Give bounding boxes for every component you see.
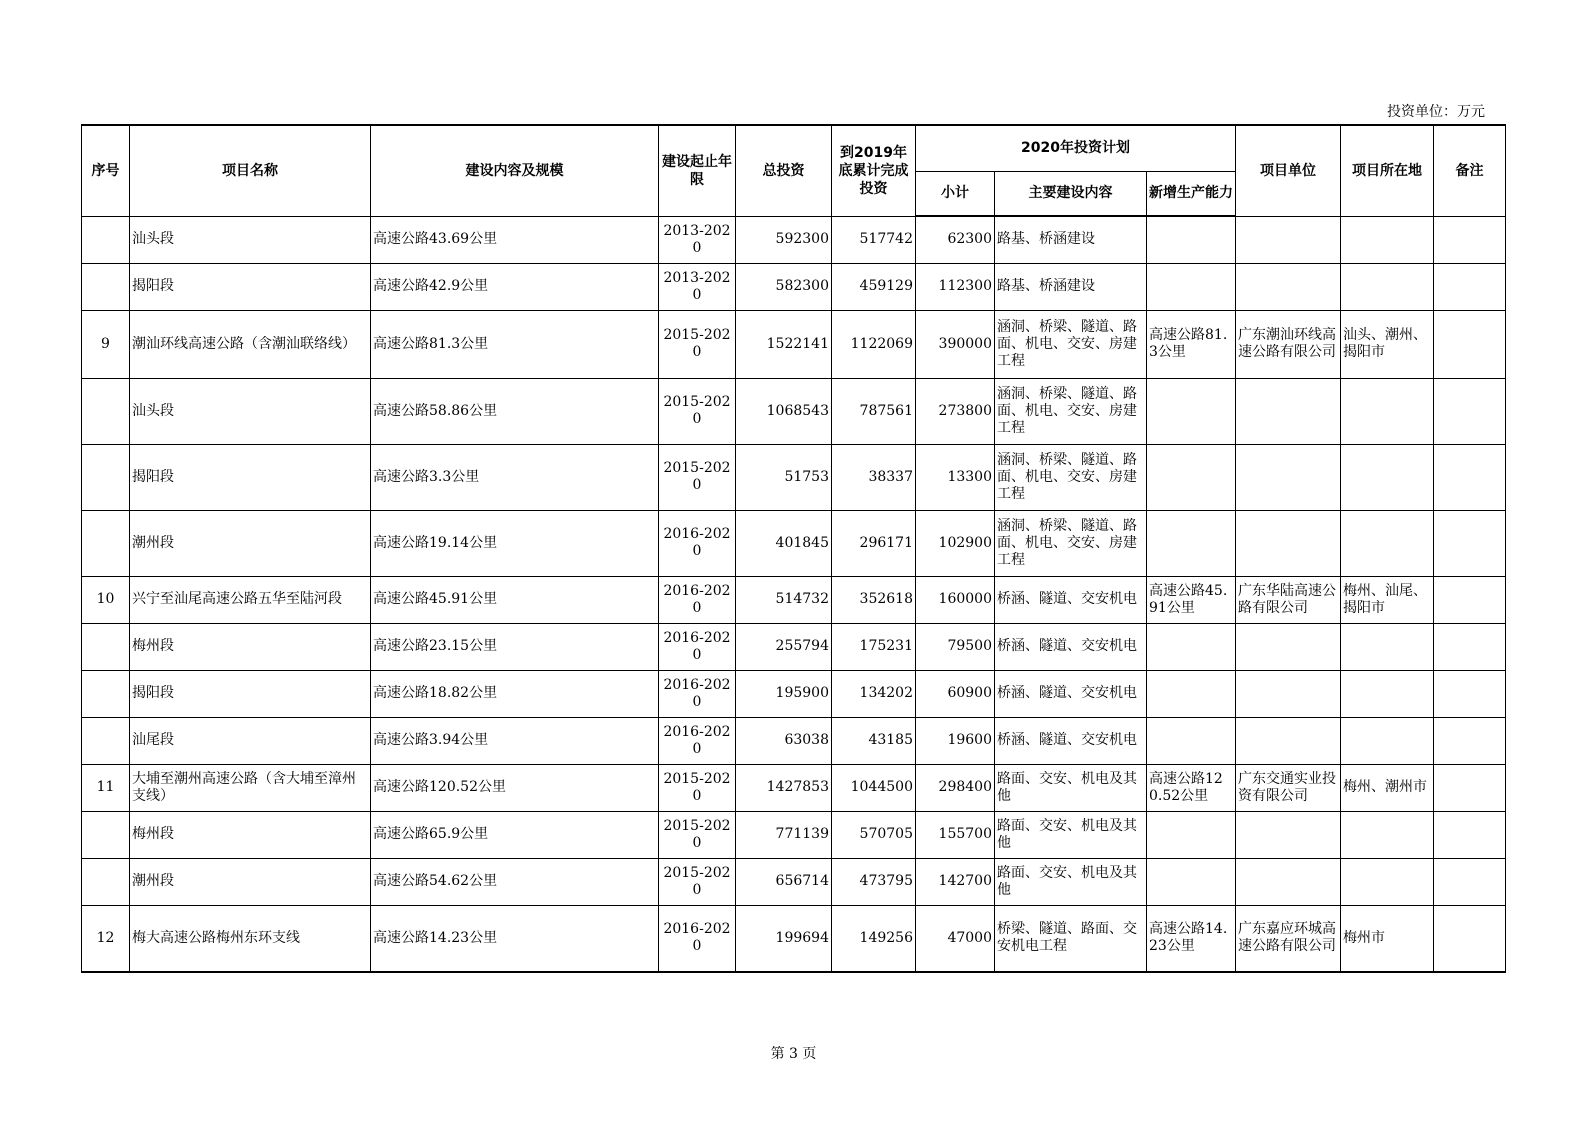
table-row: [82, 510, 1506, 576]
row-remark: [1434, 310, 1506, 378]
row-cumulative: 352618: [832, 576, 916, 623]
table-row: [82, 576, 1506, 623]
row-project-unit: [1236, 444, 1341, 510]
row-cumulative: 38337: [832, 444, 916, 510]
row-content-scale: 高速公路18.82公里: [371, 670, 659, 717]
row-cumulative: 517742: [832, 216, 916, 263]
row-main-content: 路基、桥涵建设: [995, 216, 1147, 263]
table-body: [82, 216, 1506, 972]
investment-plan-table: [81, 124, 1506, 973]
row-seq: [82, 216, 130, 263]
row-main-content: 桥涵、隧道、交安机电: [995, 670, 1147, 717]
row-new-capacity: [1147, 378, 1236, 444]
row-location: [1341, 444, 1434, 510]
row-cumulative: 43185: [832, 717, 916, 764]
row-main-content: 涵洞、桥梁、隧道、路面、机电、交安、房建工程: [995, 378, 1147, 444]
row-project-name: 汕头段: [130, 216, 371, 263]
row-years: 2016-2020: [659, 905, 736, 972]
row-location: 梅州、潮州市: [1341, 764, 1434, 811]
row-content-scale: 高速公路14.23公里: [371, 905, 659, 972]
row-subtotal: 112300: [916, 263, 995, 310]
row-cumulative: 787561: [832, 378, 916, 444]
row-seq: [82, 670, 130, 717]
header-main-content: 主要建设内容: [995, 171, 1147, 216]
row-seq: 11: [82, 764, 130, 811]
header-cumulative-2019: 到2019年底累计完成投资: [832, 125, 916, 216]
row-location: [1341, 623, 1434, 670]
row-seq: [82, 263, 130, 310]
table-row: [82, 905, 1506, 972]
row-total-investment: 51753: [736, 444, 832, 510]
row-total-investment: 1427853: [736, 764, 832, 811]
row-content-scale: 高速公路65.9公里: [371, 811, 659, 858]
row-project-unit: [1236, 510, 1341, 576]
row-content-scale: 高速公路19.14公里: [371, 510, 659, 576]
row-content-scale: 高速公路54.62公里: [371, 858, 659, 905]
row-content-scale: 高速公路58.86公里: [371, 378, 659, 444]
row-new-capacity: 高速公路81.3公里: [1147, 310, 1236, 378]
row-remark: [1434, 905, 1506, 972]
row-location: [1341, 858, 1434, 905]
row-subtotal: 13300: [916, 444, 995, 510]
row-years: 2015-2020: [659, 378, 736, 444]
row-project-name: 梅州段: [130, 623, 371, 670]
row-subtotal: 47000: [916, 905, 995, 972]
row-new-capacity: [1147, 811, 1236, 858]
row-years: 2015-2020: [659, 811, 736, 858]
row-years: 2016-2020: [659, 510, 736, 576]
row-seq: 12: [82, 905, 130, 972]
row-project-unit: [1236, 378, 1341, 444]
header-new-capacity: 新增生产能力: [1147, 171, 1236, 216]
row-years: 2015-2020: [659, 764, 736, 811]
row-location: 汕头、潮州、揭阳市: [1341, 310, 1434, 378]
row-years: 2016-2020: [659, 623, 736, 670]
row-new-capacity: 高速公路120.52公里: [1147, 764, 1236, 811]
row-new-capacity: [1147, 444, 1236, 510]
header-content-scale: 建设内容及规模: [371, 125, 659, 216]
row-project-name: 汕尾段: [130, 717, 371, 764]
row-subtotal: 155700: [916, 811, 995, 858]
row-cumulative: 473795: [832, 858, 916, 905]
table-row: [82, 670, 1506, 717]
row-years: 2016-2020: [659, 670, 736, 717]
row-subtotal: 62300: [916, 216, 995, 263]
row-remark: [1434, 623, 1506, 670]
row-project-name: 汕头段: [130, 378, 371, 444]
row-main-content: 路面、交安、机电及其他: [995, 858, 1147, 905]
row-cumulative: 296171: [832, 510, 916, 576]
row-seq: [82, 623, 130, 670]
row-new-capacity: [1147, 263, 1236, 310]
row-remark: [1434, 378, 1506, 444]
row-subtotal: 298400: [916, 764, 995, 811]
row-total-investment: 1068543: [736, 378, 832, 444]
row-project-name: 揭阳段: [130, 263, 371, 310]
row-seq: [82, 444, 130, 510]
row-new-capacity: [1147, 623, 1236, 670]
row-total-investment: 592300: [736, 216, 832, 263]
row-project-unit: [1236, 811, 1341, 858]
row-new-capacity: 高速公路14.23公里: [1147, 905, 1236, 972]
row-remark: [1434, 216, 1506, 263]
row-seq: [82, 378, 130, 444]
table-row: [82, 216, 1506, 263]
row-years: 2013-2020: [659, 263, 736, 310]
row-project-unit: 广东嘉应环城高速公路有限公司: [1236, 905, 1341, 972]
row-cumulative: 570705: [832, 811, 916, 858]
row-years: 2015-2020: [659, 444, 736, 510]
row-location: [1341, 670, 1434, 717]
row-main-content: 路面、交安、机电及其他: [995, 764, 1147, 811]
row-project-name: 潮州段: [130, 510, 371, 576]
row-seq: [82, 811, 130, 858]
header-total-investment: 总投资: [736, 125, 832, 216]
investment-unit-label: 投资单位：万元: [1387, 104, 1485, 120]
row-total-investment: 255794: [736, 623, 832, 670]
row-remark: [1434, 858, 1506, 905]
row-cumulative: 175231: [832, 623, 916, 670]
row-project-unit: [1236, 670, 1341, 717]
row-total-investment: 514732: [736, 576, 832, 623]
header-plan-2020: 2020年投资计划: [916, 125, 1236, 171]
row-location: [1341, 216, 1434, 263]
row-content-scale: 高速公路3.94公里: [371, 717, 659, 764]
table-row: [82, 444, 1506, 510]
row-project-name: 揭阳段: [130, 670, 371, 717]
row-content-scale: 高速公路43.69公里: [371, 216, 659, 263]
row-seq: [82, 510, 130, 576]
table-row: [82, 623, 1506, 670]
row-main-content: 桥涵、隧道、交安机电: [995, 576, 1147, 623]
row-subtotal: 160000: [916, 576, 995, 623]
row-total-investment: 63038: [736, 717, 832, 764]
row-remark: [1434, 764, 1506, 811]
row-location: 梅州市: [1341, 905, 1434, 972]
row-total-investment: 771139: [736, 811, 832, 858]
row-subtotal: 102900: [916, 510, 995, 576]
row-remark: [1434, 576, 1506, 623]
row-content-scale: 高速公路45.91公里: [371, 576, 659, 623]
row-years: 2015-2020: [659, 310, 736, 378]
row-main-content: 涵洞、桥梁、隧道、路面、机电、交安、房建工程: [995, 510, 1147, 576]
row-subtotal: 390000: [916, 310, 995, 378]
row-project-unit: [1236, 216, 1341, 263]
row-total-investment: 656714: [736, 858, 832, 905]
row-subtotal: 142700: [916, 858, 995, 905]
row-main-content: 桥涵、隧道、交安机电: [995, 623, 1147, 670]
row-years: 2016-2020: [659, 576, 736, 623]
table-row: [82, 310, 1506, 378]
row-new-capacity: [1147, 670, 1236, 717]
row-project-unit: [1236, 263, 1341, 310]
row-total-investment: 1522141: [736, 310, 832, 378]
header-years: 建设起止年限: [659, 125, 736, 216]
row-project-unit: 广东华陆高速公路有限公司: [1236, 576, 1341, 623]
row-location: [1341, 263, 1434, 310]
row-cumulative: 149256: [832, 905, 916, 972]
row-remark: [1434, 510, 1506, 576]
row-remark: [1434, 670, 1506, 717]
row-new-capacity: 高速公路45.91公里: [1147, 576, 1236, 623]
row-content-scale: 高速公路120.52公里: [371, 764, 659, 811]
row-project-name: 兴宁至汕尾高速公路五华至陆河段: [130, 576, 371, 623]
row-location: [1341, 378, 1434, 444]
row-total-investment: 195900: [736, 670, 832, 717]
row-seq: [82, 858, 130, 905]
row-cumulative: 459129: [832, 263, 916, 310]
header-location: 项目所在地: [1341, 125, 1434, 216]
row-project-name: 梅州段: [130, 811, 371, 858]
row-project-unit: 广东潮汕环线高速公路有限公司: [1236, 310, 1341, 378]
header-remark: 备注: [1434, 125, 1506, 216]
row-main-content: 桥涵、隧道、交安机电: [995, 717, 1147, 764]
page-number: 第 3 页: [770, 1046, 817, 1062]
row-main-content: 涵洞、桥梁、隧道、路面、机电、交安、房建工程: [995, 444, 1147, 510]
row-seq: 10: [82, 576, 130, 623]
row-main-content: 桥梁、隧道、路面、交安机电工程: [995, 905, 1147, 972]
row-subtotal: 19600: [916, 717, 995, 764]
row-main-content: 路基、桥涵建设: [995, 263, 1147, 310]
header-subtotal: 小计: [916, 171, 995, 216]
header-project-name: 项目名称: [130, 125, 371, 216]
row-total-investment: 582300: [736, 263, 832, 310]
row-project-unit: [1236, 717, 1341, 764]
row-years: 2015-2020: [659, 858, 736, 905]
row-location: 梅州、汕尾、揭阳市: [1341, 576, 1434, 623]
table-row: [82, 717, 1506, 764]
row-project-name: 潮汕环线高速公路（含潮汕联络线）: [130, 310, 371, 378]
table-row: [82, 263, 1506, 310]
row-new-capacity: [1147, 717, 1236, 764]
row-years: 2016-2020: [659, 717, 736, 764]
table-row: [82, 858, 1506, 905]
header-seq: 序号: [82, 125, 130, 216]
row-project-name: 揭阳段: [130, 444, 371, 510]
row-main-content: 路面、交安、机电及其他: [995, 811, 1147, 858]
row-content-scale: 高速公路3.3公里: [371, 444, 659, 510]
row-project-unit: [1236, 623, 1341, 670]
header-project-unit: 项目单位: [1236, 125, 1341, 216]
table-row: [82, 378, 1506, 444]
table-row: [82, 764, 1506, 811]
row-new-capacity: [1147, 510, 1236, 576]
row-remark: [1434, 444, 1506, 510]
row-new-capacity: [1147, 858, 1236, 905]
row-project-name: 大埔至潮州高速公路（含大埔至漳州支线）: [130, 764, 371, 811]
row-project-unit: [1236, 858, 1341, 905]
row-location: [1341, 510, 1434, 576]
row-total-investment: 401845: [736, 510, 832, 576]
row-remark: [1434, 263, 1506, 310]
row-seq: [82, 717, 130, 764]
row-subtotal: 273800: [916, 378, 995, 444]
row-remark: [1434, 717, 1506, 764]
row-cumulative: 134202: [832, 670, 916, 717]
row-cumulative: 1044500: [832, 764, 916, 811]
row-main-content: 涵洞、桥梁、隧道、路面、机电、交安、房建工程: [995, 310, 1147, 378]
row-total-investment: 199694: [736, 905, 832, 972]
row-content-scale: 高速公路42.9公里: [371, 263, 659, 310]
row-years: 2013-2020: [659, 216, 736, 263]
row-project-name: 潮州段: [130, 858, 371, 905]
row-content-scale: 高速公路23.15公里: [371, 623, 659, 670]
row-seq: 9: [82, 310, 130, 378]
row-remark: [1434, 811, 1506, 858]
row-project-name: 梅大高速公路梅州东环支线: [130, 905, 371, 972]
row-location: [1341, 811, 1434, 858]
row-new-capacity: [1147, 216, 1236, 263]
row-subtotal: 60900: [916, 670, 995, 717]
table-row: [82, 811, 1506, 858]
row-content-scale: 高速公路81.3公里: [371, 310, 659, 378]
row-location: [1341, 717, 1434, 764]
row-cumulative: 1122069: [832, 310, 916, 378]
row-subtotal: 79500: [916, 623, 995, 670]
row-project-unit: 广东交通实业投资有限公司: [1236, 764, 1341, 811]
